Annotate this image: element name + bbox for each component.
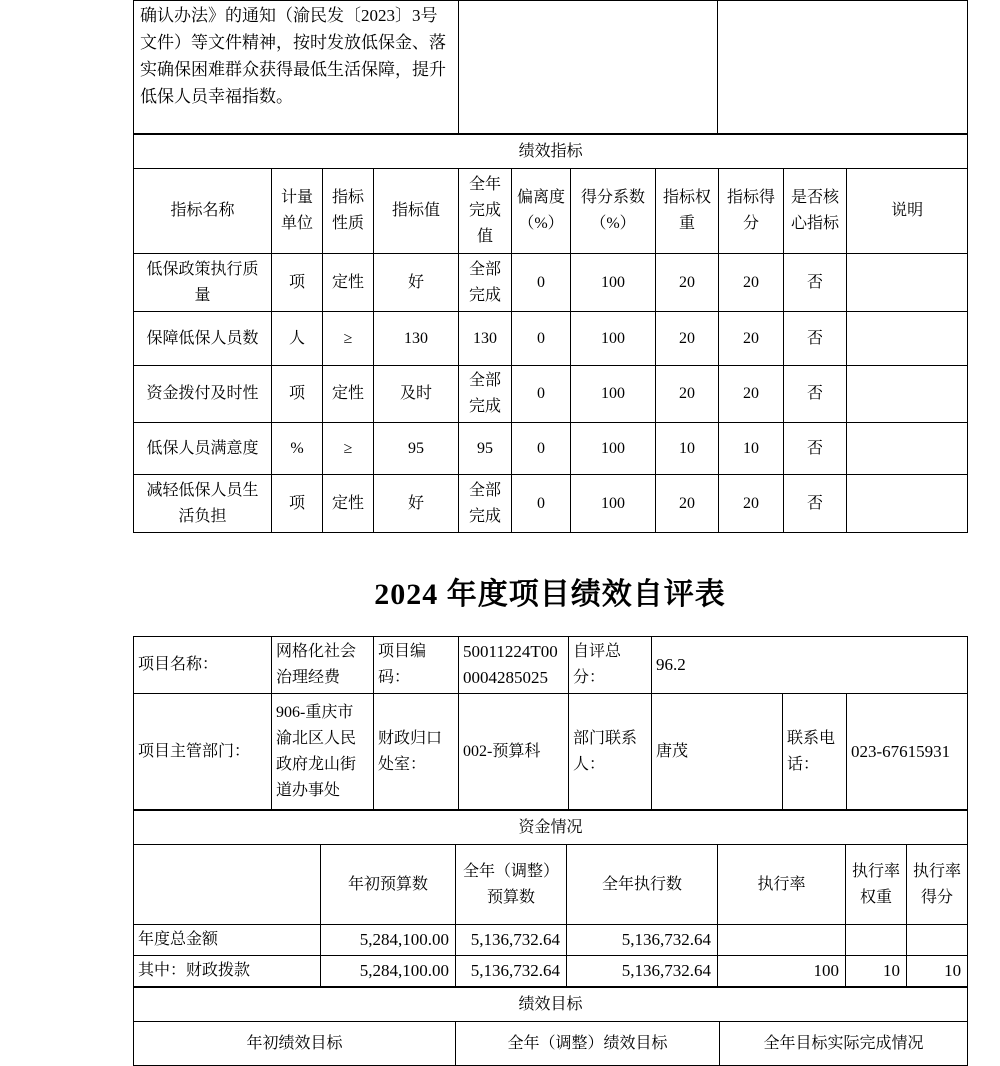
- funds-header-cell: 全年执行数: [567, 845, 718, 925]
- project-info-table: [133, 636, 968, 810]
- indicators-header-cell: 指标性质: [323, 169, 374, 254]
- goals-header-cell: 全年（调整）绩效目标: [456, 1022, 720, 1066]
- indicator-cell: 100: [571, 475, 656, 533]
- contact-label: 部门联系人：: [569, 694, 652, 810]
- indicator-cell: 100: [571, 366, 656, 423]
- indicator-cell: 100: [571, 423, 656, 475]
- funds-cell: 其中：财政拨款: [134, 956, 321, 987]
- funds-header-cell: 执行率得分: [907, 845, 968, 925]
- funds-cell: 年度总金额: [134, 925, 321, 956]
- indicator-cell: 95: [459, 423, 512, 475]
- indicator-cell: 100: [571, 312, 656, 366]
- indicator-cell: 否: [784, 423, 847, 475]
- funds-cell: [907, 925, 968, 956]
- funds-cell: 5,136,732.64: [456, 956, 567, 987]
- indicator-cell: [847, 254, 968, 312]
- funds-table: [133, 810, 968, 987]
- indicator-cell: 20: [719, 254, 784, 312]
- indicator-cell: 好: [374, 475, 459, 533]
- indicator-cell: 0: [512, 254, 571, 312]
- goals-section-banner: [134, 988, 968, 1022]
- indicator-cell: 定性: [323, 366, 374, 423]
- contact-value: 唐茂: [652, 694, 783, 810]
- indicator-cell: 资金拨付及时性: [134, 366, 272, 423]
- indicator-cell: 10: [719, 423, 784, 475]
- indicators-header-cell: 全年完成值: [459, 169, 512, 254]
- funds-row: [134, 925, 968, 956]
- indicators-section-title: 绩效指标: [134, 135, 968, 169]
- indicators-table: [133, 134, 968, 533]
- indicator-cell: 减轻低保人员生活负担: [134, 475, 272, 533]
- funds-header-cell: 执行率: [718, 845, 846, 925]
- indicator-cell: 20: [656, 475, 719, 533]
- funds-cell: 100: [718, 956, 846, 987]
- document-page: [133, 0, 967, 1066]
- indicator-cell: 20: [719, 366, 784, 423]
- indicators-header-cell: 说明: [847, 169, 968, 254]
- continuation-row: [134, 1, 968, 134]
- funds-cell: 5,136,732.64: [567, 925, 718, 956]
- dept-label: 项目主管部门：: [134, 694, 272, 810]
- indicator-cell: 低保政策执行质量: [134, 254, 272, 312]
- indicator-cell: 项: [272, 475, 323, 533]
- indicators-header-cell: 指标名称: [134, 169, 272, 254]
- indicator-cell: 否: [784, 475, 847, 533]
- indicator-cell: 0: [512, 475, 571, 533]
- indicators-header-cell: 指标得分: [719, 169, 784, 254]
- goals-header-cell: 年初绩效目标: [134, 1022, 456, 1066]
- empty-cell: [459, 1, 718, 134]
- office-label: 财政归口处室：: [374, 694, 459, 810]
- indicator-cell: 130: [459, 312, 512, 366]
- indicator-row: [134, 423, 968, 475]
- indicators-header-row: [134, 169, 968, 254]
- indicator-cell: 20: [656, 366, 719, 423]
- indicator-cell: 及时: [374, 366, 459, 423]
- indicator-cell: [847, 312, 968, 366]
- funds-cell: [846, 925, 907, 956]
- funds-row: [134, 956, 968, 987]
- goals-header-cell: 全年目标实际完成情况: [720, 1022, 968, 1066]
- project-name-row: [134, 637, 968, 694]
- phone-value: 023-67615931: [847, 694, 968, 810]
- indicator-cell: %: [272, 423, 323, 475]
- dept-value: 906-重庆市渝北区人民政府龙山街道办事处: [272, 694, 374, 810]
- previous-section-table: [133, 0, 968, 134]
- indicator-cell: 好: [374, 254, 459, 312]
- funds-header-cell: 执行率权重: [846, 845, 907, 925]
- funds-section-title: 资金情况: [134, 811, 968, 845]
- indicator-cell: 定性: [323, 254, 374, 312]
- indicator-cell: 20: [719, 475, 784, 533]
- indicator-cell: 10: [656, 423, 719, 475]
- indicator-cell: [847, 423, 968, 475]
- funds-header-row: [134, 845, 968, 925]
- indicator-cell: ≥: [323, 312, 374, 366]
- indicator-cell: 保障低保人员数: [134, 312, 272, 366]
- indicator-cell: 20: [656, 312, 719, 366]
- indicator-row: [134, 475, 968, 533]
- funds-cell: [718, 925, 846, 956]
- indicator-cell: 130: [374, 312, 459, 366]
- indicators-header-cell: 是否核心指标: [784, 169, 847, 254]
- indicators-section-banner: [134, 135, 968, 169]
- funds-cell: 5,136,732.64: [567, 956, 718, 987]
- indicator-cell: 0: [512, 366, 571, 423]
- indicator-cell: 100: [571, 254, 656, 312]
- indicator-cell: 全部完成: [459, 475, 512, 533]
- indicator-cell: 人: [272, 312, 323, 366]
- indicator-cell: 否: [784, 312, 847, 366]
- indicator-row: [134, 312, 968, 366]
- funds-cell: 5,284,100.00: [321, 956, 456, 987]
- indicator-cell: 20: [719, 312, 784, 366]
- indicator-cell: 项: [272, 254, 323, 312]
- indicator-cell: 0: [512, 423, 571, 475]
- funds-cell: 10: [907, 956, 968, 987]
- funds-cell: 10: [846, 956, 907, 987]
- funds-section-banner: [134, 811, 968, 845]
- continuation-text-cell: 确认办法》的通知（渝民发〔2023〕3号文件）等文件精神，按时发放低保金、落实确保困难群众获得最低生活保障，提升低保人员幸福指数。: [134, 1, 459, 134]
- project-dept-row: [134, 694, 968, 810]
- empty-cell: [718, 1, 968, 134]
- indicator-row: [134, 366, 968, 423]
- indicator-cell: 95: [374, 423, 459, 475]
- indicator-row: [134, 254, 968, 312]
- indicators-header-cell: 计量单位: [272, 169, 323, 254]
- indicator-cell: [847, 366, 968, 423]
- indicators-header-cell: 偏离度（%）: [512, 169, 571, 254]
- project-code-label: 项目编码：: [374, 637, 459, 694]
- phone-label: 联系电话：: [783, 694, 847, 810]
- indicator-cell: 全部完成: [459, 254, 512, 312]
- self-score-label: 自评总分：: [569, 637, 652, 694]
- project-code-value: 50011224T000004285025: [459, 637, 569, 694]
- indicators-header-cell: 指标值: [374, 169, 459, 254]
- indicators-header-cell: 得分系数（%）: [571, 169, 656, 254]
- page-title: 2024 年度项目绩效自评表: [374, 577, 726, 611]
- indicators-header-cell: 指标权重: [656, 169, 719, 254]
- indicator-cell: 否: [784, 366, 847, 423]
- funds-cell: 5,136,732.64: [456, 925, 567, 956]
- office-value: 002-预算科: [459, 694, 569, 810]
- indicator-cell: [847, 475, 968, 533]
- project-name-label: 项目名称：: [134, 637, 272, 694]
- indicator-cell: 20: [656, 254, 719, 312]
- funds-header-cell: [134, 845, 321, 925]
- indicator-cell: 低保人员满意度: [134, 423, 272, 475]
- funds-cell: 5,284,100.00: [321, 925, 456, 956]
- project-name-value: 网格化社会治理经费: [272, 637, 374, 694]
- indicator-cell: 否: [784, 254, 847, 312]
- indicator-cell: 0: [512, 312, 571, 366]
- goals-table: [133, 987, 968, 1066]
- funds-header-cell: 年初预算数: [321, 845, 456, 925]
- indicator-cell: 项: [272, 366, 323, 423]
- funds-header-cell: 全年（调整）预算数: [456, 845, 567, 925]
- goals-section-title: 绩效目标: [134, 988, 968, 1022]
- indicator-cell: ≥: [323, 423, 374, 475]
- self-score-value: 96.2: [652, 637, 968, 694]
- indicator-cell: 定性: [323, 475, 374, 533]
- goals-header-row: [134, 1022, 968, 1066]
- indicator-cell: 全部完成: [459, 366, 512, 423]
